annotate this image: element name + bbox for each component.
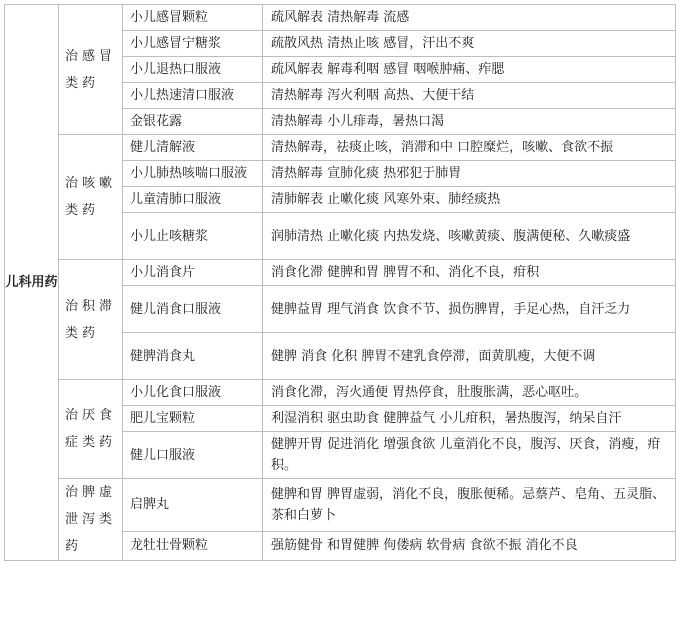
medicine-desc: 健脾 消食 化积 脾胃不建乳食停滞，面黄肌瘦，大便不调: [263, 333, 676, 380]
medicine-name: 小儿肺热咳喘口服液: [123, 161, 263, 187]
medicine-name: 肥儿宝颗粒: [123, 406, 263, 432]
medicine-desc: 润肺清热 止嗽化痰 内热发烧、咳嗽黄痰、腹满便秘、久嗽痰盛: [263, 213, 676, 260]
medicine-desc: 疏风解表 解毒利咽 感冒 咽喉肿痛、痄腮: [263, 57, 676, 83]
section-label: 儿科用药: [5, 5, 59, 561]
medicine-desc: 清热解毒 宣肺化痰 热邪犯于肺胃: [263, 161, 676, 187]
medicine-desc: 利湿消积 驱虫助食 健脾益气 小儿疳积，暑热腹泻，纳呆自汗: [263, 406, 676, 432]
medicine-desc: 健脾和胃 脾胃虚弱，消化不良，腹胀便稀。忌蔡芦、皂角、五灵脂、茶和白萝卜: [263, 479, 676, 532]
medicine-name: 健儿口服液: [123, 432, 263, 479]
medicine-name: 小儿退热口服液: [123, 57, 263, 83]
category-cell: 治厌食症类药: [59, 380, 123, 479]
medicine-name: 小儿化食口服液: [123, 380, 263, 406]
medicine-name: 金银花露: [123, 109, 263, 135]
table-row: [5, 260, 676, 286]
medicine-name: 启脾丸: [123, 479, 263, 532]
medicine-name: 健儿消食口服液: [123, 286, 263, 333]
medicine-desc: 消食化滞，泻火通便 胃热停食，肚腹胀满，恶心呕吐。: [263, 380, 676, 406]
table-row: [5, 380, 676, 406]
medicine-name: 儿童清肺口服液: [123, 187, 263, 213]
category-cell: 治咳嗽类药: [59, 135, 123, 260]
category-cell: 治积滞类药: [59, 260, 123, 380]
table-row: [5, 479, 676, 532]
pediatric-medicine-table: [4, 4, 676, 561]
medicine-desc: 强筋健骨 和胃健脾 佝偻病 软骨病 食欲不振 消化不良: [263, 531, 676, 560]
medicine-name: 小儿感冒宁糖浆: [123, 31, 263, 57]
medicine-name: 龙牡壮骨颗粒: [123, 531, 263, 560]
medicine-desc: 健脾益胃 理气消食 饮食不节、损伤脾胃，手足心热，自汗乏力: [263, 286, 676, 333]
table-row: [5, 135, 676, 161]
table-row: [5, 5, 676, 31]
medicine-desc: 清热解毒 小儿痱毒，暑热口渴: [263, 109, 676, 135]
medicine-desc: 消食化滞 健脾和胃 脾胃不和、消化不良，疳积: [263, 260, 676, 286]
medicine-name: 小儿消食片: [123, 260, 263, 286]
category-cell: 治脾虚泄泻类药: [59, 479, 123, 561]
category-cell: 治感冒类药: [59, 5, 123, 135]
medicine-desc: 清热解毒，祛痰止咳，消滞和中 口腔糜烂，咳嗽、食欲不振: [263, 135, 676, 161]
medicine-name: 小儿热速清口服液: [123, 83, 263, 109]
medicine-desc: 清肺解表 止嗽化痰 风寒外束、肺经痰热: [263, 187, 676, 213]
medicine-name: 小儿感冒颗粒: [123, 5, 263, 31]
medicine-desc: 清热解毒 泻火利咽 高热、大便干结: [263, 83, 676, 109]
medicine-desc: 疏散风热 清热止咳 感冒，汗出不爽: [263, 31, 676, 57]
medicine-name: 健脾消食丸: [123, 333, 263, 380]
medicine-desc: 健脾开胃 促进消化 增强食欲 儿童消化不良，腹泻、厌食，消瘦，疳积。: [263, 432, 676, 479]
medicine-desc: 疏风解表 清热解毒 流感: [263, 5, 676, 31]
medicine-name: 小儿止咳糖浆: [123, 213, 263, 260]
medicine-name: 健儿清解液: [123, 135, 263, 161]
